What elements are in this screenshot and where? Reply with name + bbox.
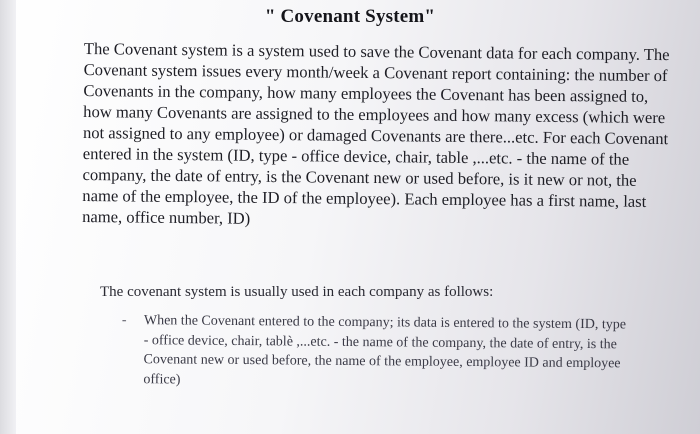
usage-paragraph: The covenant system is usually used in each company as follows: (100, 284, 494, 300)
list-item (121, 311, 632, 393)
list-item-text: When the Covenant entered to the company; its data is entered to the system (ID, type - office device, chair, tablè ,...etc. - the name of the company, the date of entry, is the Covenant new or used before, the name of the employee, employee ID and employee office) (143, 313, 627, 388)
document-title: " Covenant System" (264, 6, 436, 27)
bullet-marker: - (121, 312, 127, 329)
page-left-edge (0, 0, 16, 434)
intro-paragraph: The Covenant system is a system used to save the Covenant data for each company. The Covenant system issues every month/week a Covenant report containing: the number of Covenants in the company, how many employees the Covenant has been assigned to, how many Covenants are assigned to the employees and how many excess (which were not assigned to any employee) or damaged Covenants are there...etc. For each Covenant entered in the system (ID, type - office device, chair, table ,...etc. - the name of the company, the date of entry, is the Covenant new or used before, is it new or not, the name of the employee, the ID of the employee). Each employee has a first name, last name, office number, ID) (82, 38, 670, 228)
